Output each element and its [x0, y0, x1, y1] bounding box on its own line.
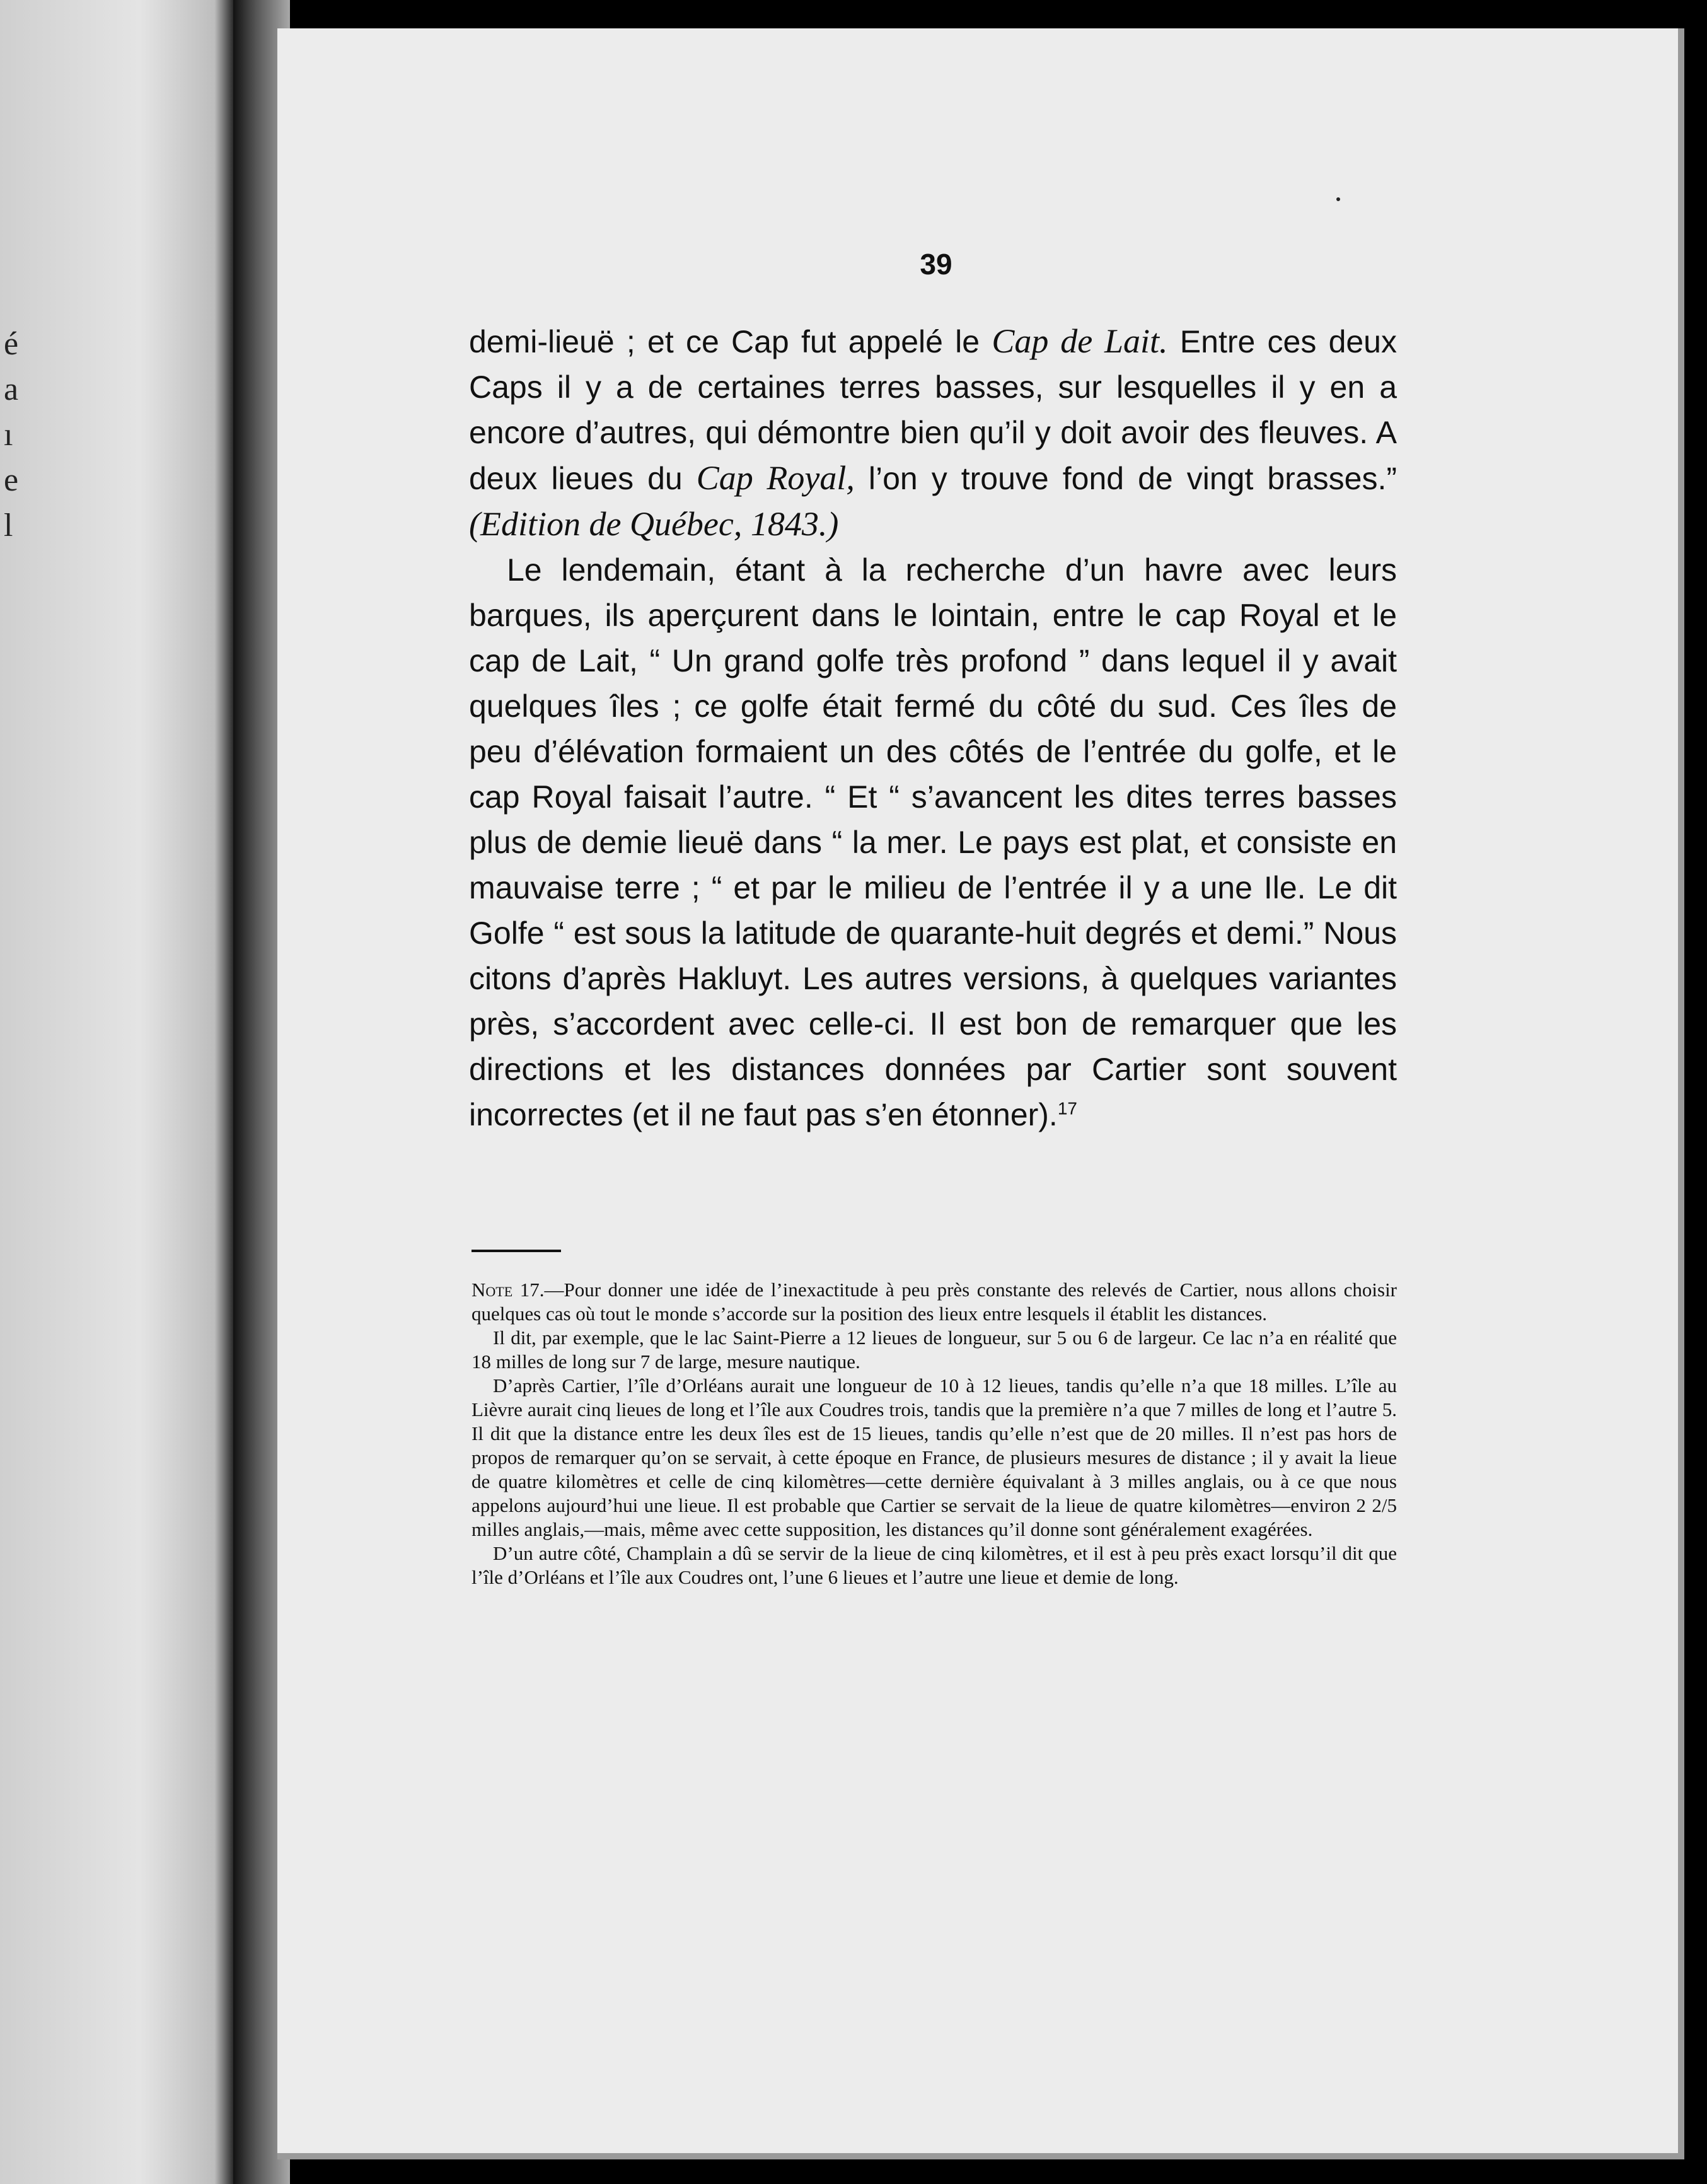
text-run: l’on y trouve fond de vingt brasses.” — [854, 461, 1397, 496]
place-name: Cap Royal, — [696, 459, 855, 497]
left-page-edge — [0, 0, 233, 2184]
text-run: Entre ces deux Caps il y a de certaines terres basses, sur lesquelles il y en a encore d’autres, qui démontre bien qu’il y doit avoir des fleuves. A deux lieues du — [469, 324, 1397, 496]
place-name: Cap de Lait. — [992, 322, 1168, 360]
left-page-fragment: é — [4, 326, 19, 362]
footnote-paragraph: D’après Cartier, l’île d’Orléans aurait une longueur de 10 à 12 lieues, tandis qu’elle n’a que 18 milles. L’île au Lièvre aurait cinq lieues de long et l’île aux Coudres trois, tandis que la première n’a que 7 milles de long et l’autre 5. Il dit que la distance entre les deux îles est de 15 lieues, tandis qu’elle n’est que de 20 milles. Il n’est pas hors de propos de remarquer qu’on se servait, à cette époque en France, de plusieurs mesures de distance ; il y avait la lieue de quatre kilomètres et celle de cinq kilomètres—cette dernière équivalant à 3 milles anglais, ou à ce que nous appelons aujourd’hui une lieue. Il est probable que Cartier se servait de la lieue de quatre kilomètres—environ 2 2/5 milles anglais,—mais, même avec cette supposition, les distances qu’il donne sont généralement exagérées. — [472, 1374, 1397, 1540]
text-run: Le lendemain, étant à la recherche d’un havre avec leurs barques, ils aperçurent dans le lointain, entre le cap Royal et le cap de Lait, “ Un grand golfe très profond ” dans lequel il y avait quelques îles ; ce golfe était fermé du côté du sud. Ces îles de peu d’élévation formaient un des côtés de l’entrée du golfe, et le cap Royal faisait l’autre. “ Et “ s’avancent les dites terres basses plus de demie lieuë dans “ la mer. Le pays est plat, et consiste en mauvaise terre ; “ et par le milieu de l’entrée il y a une Ile. Le dit Golfe “ est sous la latitude de quarante-huit degrés et demi.” Nous citons d’après Hakluyt. Les autres versions, à quelques variantes près, s’accordent avec celle-ci. Il est bon de remarquer que les directions et les distances données par Cartier sont souvent incorrectes (et il ne faut pas s’en étonner). — [469, 552, 1397, 1132]
footnote-paragraph: D’un autre côté, Champlain a dû se servir de la lieue de cinq kilomètres, et il est à peu près exact lorsqu’il dit que l’île d’Orléans et l’île aux Coudres ont, l’une 6 lieues et l’autre une lieue et demie de long. — [472, 1542, 1397, 1588]
footnote-paragraph — [472, 1278, 1397, 1326]
footnote-rule — [472, 1250, 561, 1252]
footnote-paragraph: Il dit, par exemple, que le lac Saint-Pierre a 12 lieues de longueur, sur 5 ou 6 de largeur. Ce lac n’a en réalité que 18 milles de long sur 7 de large, mesure nautique. — [472, 1327, 1397, 1373]
footnote-text: —Pour donner une idée de l’inexactitude à peu près constante des relevés de Cartier, nous allons choisir quelques cas où tout le monde s’accorde sur la position des lieux entre lesquels il établit les distances. — [472, 1279, 1397, 1325]
body-text — [469, 318, 1397, 1137]
paragraph-2 — [469, 547, 1397, 1137]
page-number: 39 — [920, 248, 952, 281]
footnote-block — [472, 1278, 1397, 1589]
footnote-label: Note 17. — [472, 1279, 545, 1301]
left-page-fragment: l — [4, 508, 13, 543]
citation: (Edition de Québec, 1843.) — [469, 505, 839, 543]
left-page-fragment: e — [4, 462, 19, 498]
footnote-marker: 17 — [1057, 1098, 1077, 1118]
left-page-fragment: ı — [4, 417, 13, 453]
left-page-fragment: a — [4, 371, 19, 407]
paragraph-1 — [469, 318, 1397, 547]
scan-speck — [1336, 197, 1340, 201]
text-run: demi-lieuë ; et ce Cap fut appelé le — [469, 324, 992, 359]
